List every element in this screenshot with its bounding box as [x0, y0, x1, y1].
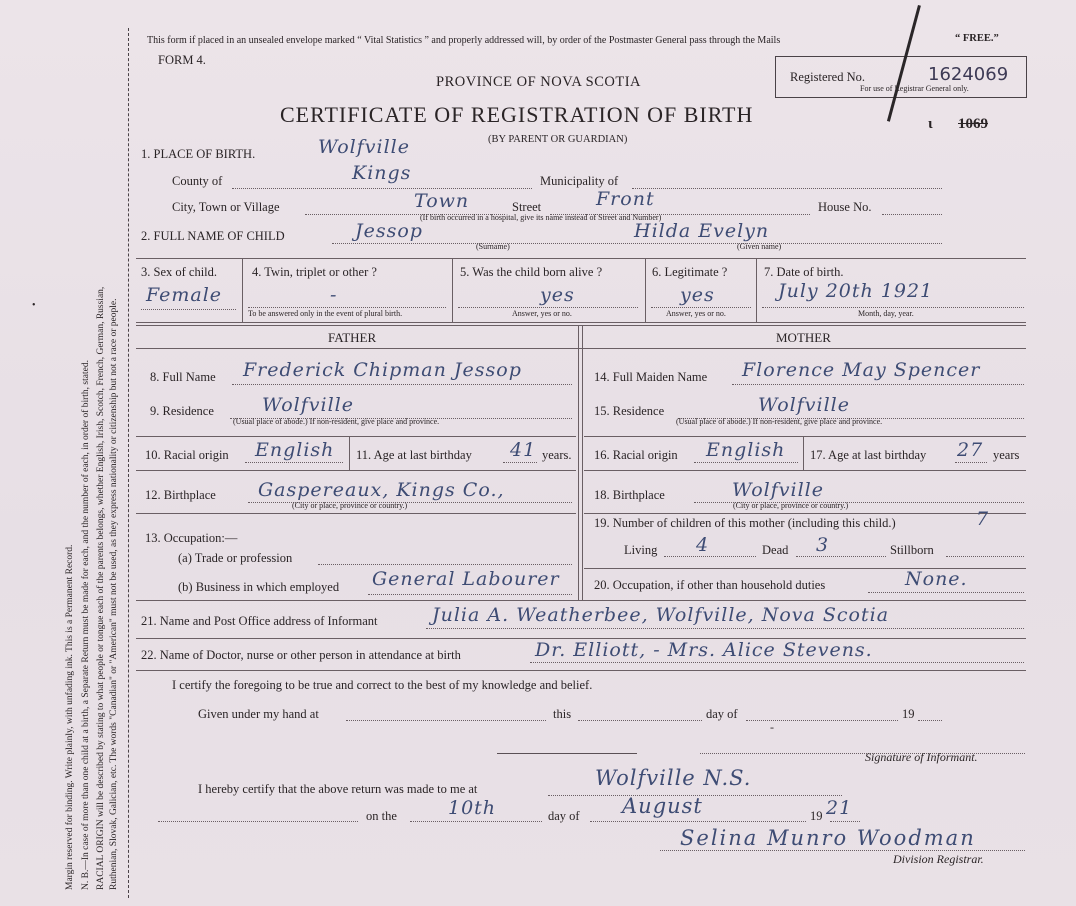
signature-line: [497, 753, 637, 754]
dead-label: Dead: [762, 543, 789, 557]
free-notice: “ FREE.”: [955, 33, 999, 44]
legitimate-value: yes: [680, 284, 715, 306]
father-heading: FATHER: [328, 330, 377, 345]
return-label: I hereby certify that the above return was made to me at: [198, 782, 478, 796]
doctor-value: Dr. Elliott, - Mrs. Alice Stevens.: [535, 639, 873, 661]
informant-value: Julia A. Weatherbee, Wolfville, Nova Scotia: [432, 604, 890, 626]
registrar-note: For use of Registrar General only.: [860, 84, 969, 93]
dead-value: 3: [816, 534, 830, 556]
mother-age-label: 17. Age at last birthday: [810, 448, 927, 462]
child-surname: Jessop: [355, 220, 423, 242]
binding-hole: •: [32, 300, 36, 311]
mother-residence-label: 15. Residence: [594, 404, 665, 418]
registrar-signature: Selina Munro Woodman: [680, 826, 976, 850]
mother-occupation-label: 20. Occupation, if other than household duties: [594, 578, 826, 592]
street-label: Street: [512, 200, 542, 214]
living-label: Living: [624, 543, 658, 557]
certify-statement: I certify the foregoing to be true and correct to the best of my knowledge and belief.: [172, 678, 593, 692]
county-label: County of: [172, 174, 223, 188]
form-number: FORM 4.: [158, 53, 206, 67]
this-label: this: [553, 707, 572, 721]
mother-occupation-value: None.: [905, 568, 968, 590]
father-birthplace-value: Gaspereaux, Kings Co.,: [258, 479, 505, 501]
mother-age-value: 27: [957, 439, 984, 461]
mother-racial-value: English: [706, 439, 786, 461]
child-name-label: 2. FULL NAME OF CHILD: [141, 229, 285, 243]
alive-value: yes: [540, 284, 575, 306]
mother-heading: MOTHER: [776, 330, 831, 345]
municipality-label: Municipality of: [540, 174, 619, 188]
informant-label: 21. Name and Post Office address of Informant: [141, 614, 378, 628]
return-day-of-label: day of: [548, 809, 580, 823]
business-label: (b) Business in which employed: [178, 580, 340, 594]
margin-racial-note-2: Ruthenian, Slovak, Galician, etc. The words "Canadian" or "American" must not be used, as they express nationality or citizenship but not a race or people.: [109, 298, 119, 890]
sex-value: Female: [146, 284, 223, 306]
stamp-number: 1069: [958, 116, 988, 132]
registered-number: 1624069: [928, 64, 1009, 85]
county-value: Kings: [352, 162, 412, 184]
children-count-value: 7: [976, 508, 990, 530]
occupation-label: 13. Occupation:—: [145, 531, 238, 545]
given-name-note: (Given name): [737, 242, 782, 251]
father-racial-value: English: [255, 439, 335, 461]
margin-binding-note: Margin reserved for binding. Write plainly, with unfading ink. This is a Permanent Record.: [65, 544, 75, 890]
province-title: PROVINCE OF NOVA SCOTIA: [436, 74, 641, 90]
twin-note: To be answered only in the event of plural birth.: [248, 309, 403, 318]
stillborn-label: Stillborn: [890, 543, 934, 557]
stray-mark: -: [770, 720, 774, 734]
father-name-label: 8. Full Name: [150, 370, 216, 384]
document-subtitle: (BY PARENT OR GUARDIAN): [488, 134, 628, 145]
father-residence-value: Wolfville: [262, 394, 354, 416]
mother-residence-note: (Usual place of abode.) If non-resident, give place and province.: [676, 417, 883, 426]
father-residence-note: (Usual place of abode.) If non-resident, give place and province.: [233, 417, 440, 426]
father-racial-label: 10. Racial origin: [145, 448, 229, 462]
father-years-label: years.: [542, 448, 572, 462]
alive-note: Answer, yes or no.: [512, 309, 572, 318]
business-value: General Labourer: [372, 568, 560, 590]
dob-note: Month, day, year.: [858, 309, 914, 318]
father-birthplace-label: 12. Birthplace: [145, 488, 216, 502]
surname-note: (Surname): [476, 242, 510, 251]
mother-birthplace-value: Wolfville: [732, 479, 824, 501]
child-given-name: Hilda Evelyn: [634, 220, 770, 242]
city-value: Town: [414, 190, 470, 212]
margin-nb-note: N. B.—In case of more than one child at a birth, a Separate Return must be made for each, and the number of each, in order of birth, stated.: [81, 360, 91, 890]
dob-value: July 20th 1921: [778, 280, 934, 302]
stamp-mark: ι: [928, 116, 933, 132]
legitimate-note: Answer, yes or no.: [666, 309, 726, 318]
father-residence-label: 9. Residence: [150, 404, 214, 418]
mother-birthplace-label: 18. Birthplace: [594, 488, 665, 502]
mother-residence-value: Wolfville: [758, 394, 850, 416]
binding-perforation: [128, 28, 129, 898]
return-month: August: [622, 794, 703, 818]
house-no-label: House No.: [818, 200, 872, 214]
sex-label: 3. Sex of child.: [141, 265, 218, 279]
children-count-label: 19. Number of children of this mother (including this child.): [594, 516, 896, 530]
street-value: Front: [596, 188, 655, 210]
given-under-label: Given under my hand at: [198, 707, 319, 721]
margin-racial-note: RACIAL ORIGIN will be described by stating to what people or tongue each of the parents belongs, whether English, Irish, Scotch, French, German, Russian,: [96, 286, 106, 890]
doctor-label: 22. Name of Doctor, nurse or other person in attendance at birth: [141, 648, 461, 662]
place-of-birth-value: Wolfville: [318, 136, 410, 158]
city-label: City, Town or Village: [172, 200, 280, 214]
father-age-value: 41: [510, 439, 537, 461]
alive-label: 5. Was the child born alive ?: [460, 265, 603, 279]
informant-signature-label: Signature of Informant.: [865, 750, 978, 764]
on-the-label: on the: [366, 809, 397, 823]
mother-years-label: years: [993, 448, 1020, 462]
return-year: 21: [826, 797, 853, 819]
registered-label: Registered No.: [790, 70, 865, 84]
mother-racial-label: 16. Racial origin: [594, 448, 678, 462]
document-title: CERTIFICATE OF REGISTRATION OF BIRTH: [280, 102, 754, 127]
legitimate-label: 6. Legitimate ?: [652, 265, 728, 279]
division-registrar-label: Division Registrar.: [893, 852, 984, 866]
mother-name-value: Florence May Spencer: [742, 359, 981, 381]
father-name-value: Frederick Chipman Jessop: [243, 359, 522, 381]
mother-name-label: 14. Full Maiden Name: [594, 370, 708, 384]
father-age-label: 11. Age at last birthday: [356, 448, 472, 462]
place-of-birth-label: 1. PLACE OF BIRTH.: [141, 147, 256, 161]
trade-label: (a) Trade or profession: [178, 551, 293, 565]
mail-notice: This form if placed in an unsealed envelope marked “ Vital Statistics ” and properly addressed will, by order of the Postmaster General pass through the Mails: [147, 35, 781, 46]
return-year-prefix: 19: [810, 809, 823, 823]
dob-label: 7. Date of birth.: [764, 265, 844, 279]
return-day: 10th: [448, 797, 497, 819]
twin-value: -: [330, 284, 338, 306]
mother-birthplace-note: (City or place, province or country.): [733, 501, 849, 510]
day-of-label: day of: [706, 707, 738, 721]
living-value: 4: [696, 534, 710, 556]
father-birthplace-note: (City or place, province or country.): [292, 501, 408, 510]
twin-label: 4. Twin, triplet or other ?: [252, 265, 377, 279]
hospital-note: (If birth occurred in a hospital, give its name instead of Street and Number): [420, 213, 662, 222]
return-place: Wolfville N.S.: [595, 766, 752, 790]
year-19-label: 19: [902, 707, 915, 721]
